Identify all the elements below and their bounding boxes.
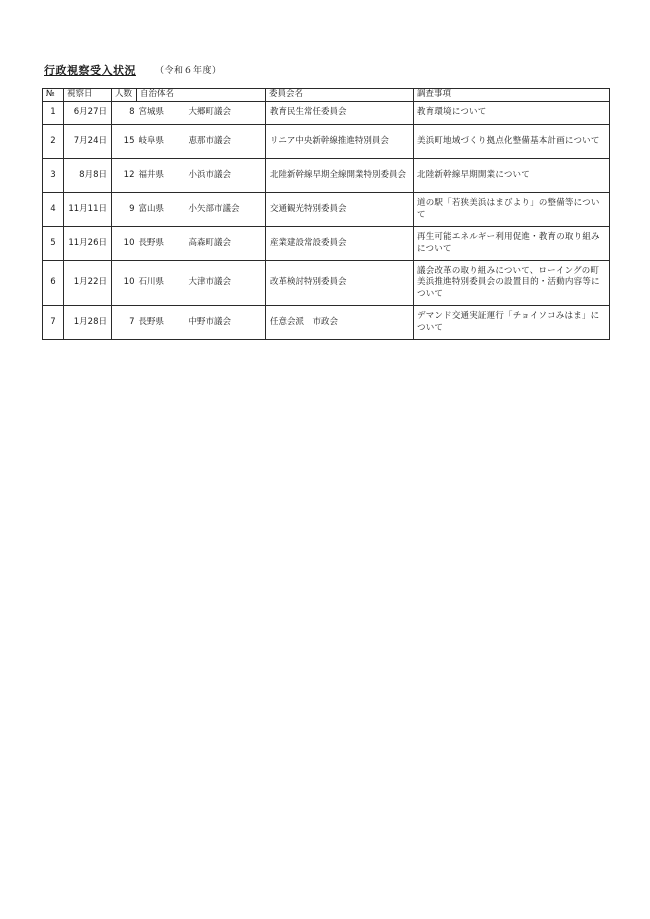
cell-count: 15 [112,125,137,159]
cell-topic: 道の駅「若狭美浜はまびより」の整備等について [414,193,610,227]
cell-no: 6 [43,261,64,306]
table-row [43,125,610,159]
cell-topic: 教育環境について [414,102,610,125]
cell-no: 2 [43,125,64,159]
header-count: 人数 [112,89,137,102]
cell-count: 9 [112,193,137,227]
cell-count: 10 [112,227,137,261]
cell-count: 12 [112,159,137,193]
cell-prefecture: 長野県 [137,306,186,340]
cell-no: 7 [43,306,64,340]
cell-prefecture: 石川県 [137,261,186,306]
fiscal-year-label: （令和６年度） [155,66,222,76]
cell-date: 1月22日 [64,261,112,306]
cell-date: 1月28日 [64,306,112,340]
table-row [43,306,610,340]
table-header-row [43,89,610,102]
cell-no: 3 [43,159,64,193]
cell-topic: 美浜町地域づくり拠点化整備基本計画について [414,125,610,159]
header-no: № [43,89,64,102]
cell-committee: リニア中央新幹線推進特別員会 [266,125,414,159]
cell-date: 8月8日 [64,159,112,193]
cell-prefecture: 岐阜県 [137,125,186,159]
cell-topic: 北陸新幹線早期開業について [414,159,610,193]
cell-topic: デマンド交通実証運行「チョイソコみはま」について [414,306,610,340]
cell-count: 8 [112,102,137,125]
cell-count: 10 [112,261,137,306]
cell-no: 1 [43,102,64,125]
header-region: 自治体名 [137,89,266,102]
header-date: 視察日 [64,89,112,102]
cell-topic: 再生可能エネルギー利用促進・教育の取り組みについて [414,227,610,261]
cell-committee: 産業建設常設委員会 [266,227,414,261]
cell-committee: 教育民生常任委員会 [266,102,414,125]
cell-committee: 交通観光特別委員会 [266,193,414,227]
cell-date: 7月24日 [64,125,112,159]
cell-date: 11月26日 [64,227,112,261]
table-row [43,193,610,227]
cell-date: 6月27日 [64,102,112,125]
cell-prefecture: 福井県 [137,159,186,193]
table-row [43,102,610,125]
page-title: 行政視察受入状況 [44,64,136,77]
cell-no: 5 [43,227,64,261]
header-committee: 委員会名 [266,89,414,102]
cell-council: 小矢部市議会 [186,193,266,227]
inspection-table [42,88,610,340]
cell-council: 小浜市議会 [186,159,266,193]
cell-prefecture: 長野県 [137,227,186,261]
cell-prefecture: 富山県 [137,193,186,227]
cell-council: 大津市議会 [186,261,266,306]
cell-count: 7 [112,306,137,340]
cell-prefecture: 宮城県 [137,102,186,125]
header-topic: 調査事項 [414,89,610,102]
cell-topic: 議会改革の取り組みについて、ローイングの町美浜推進特別委員会の設置目的・活動内容等について [414,261,610,306]
cell-date: 11月11日 [64,193,112,227]
table-row [43,227,610,261]
cell-committee: 任意会派 市政会 [266,306,414,340]
cell-council: 恵那市議会 [186,125,266,159]
table-row [43,159,610,193]
cell-council: 中野市議会 [186,306,266,340]
cell-council: 高森町議会 [186,227,266,261]
cell-committee: 北陸新幹線早期全線開業特別委員会 [266,159,414,193]
table-row [43,261,610,306]
cell-council: 大郷町議会 [186,102,266,125]
cell-committee: 改革検討特別委員会 [266,261,414,306]
cell-no: 4 [43,193,64,227]
